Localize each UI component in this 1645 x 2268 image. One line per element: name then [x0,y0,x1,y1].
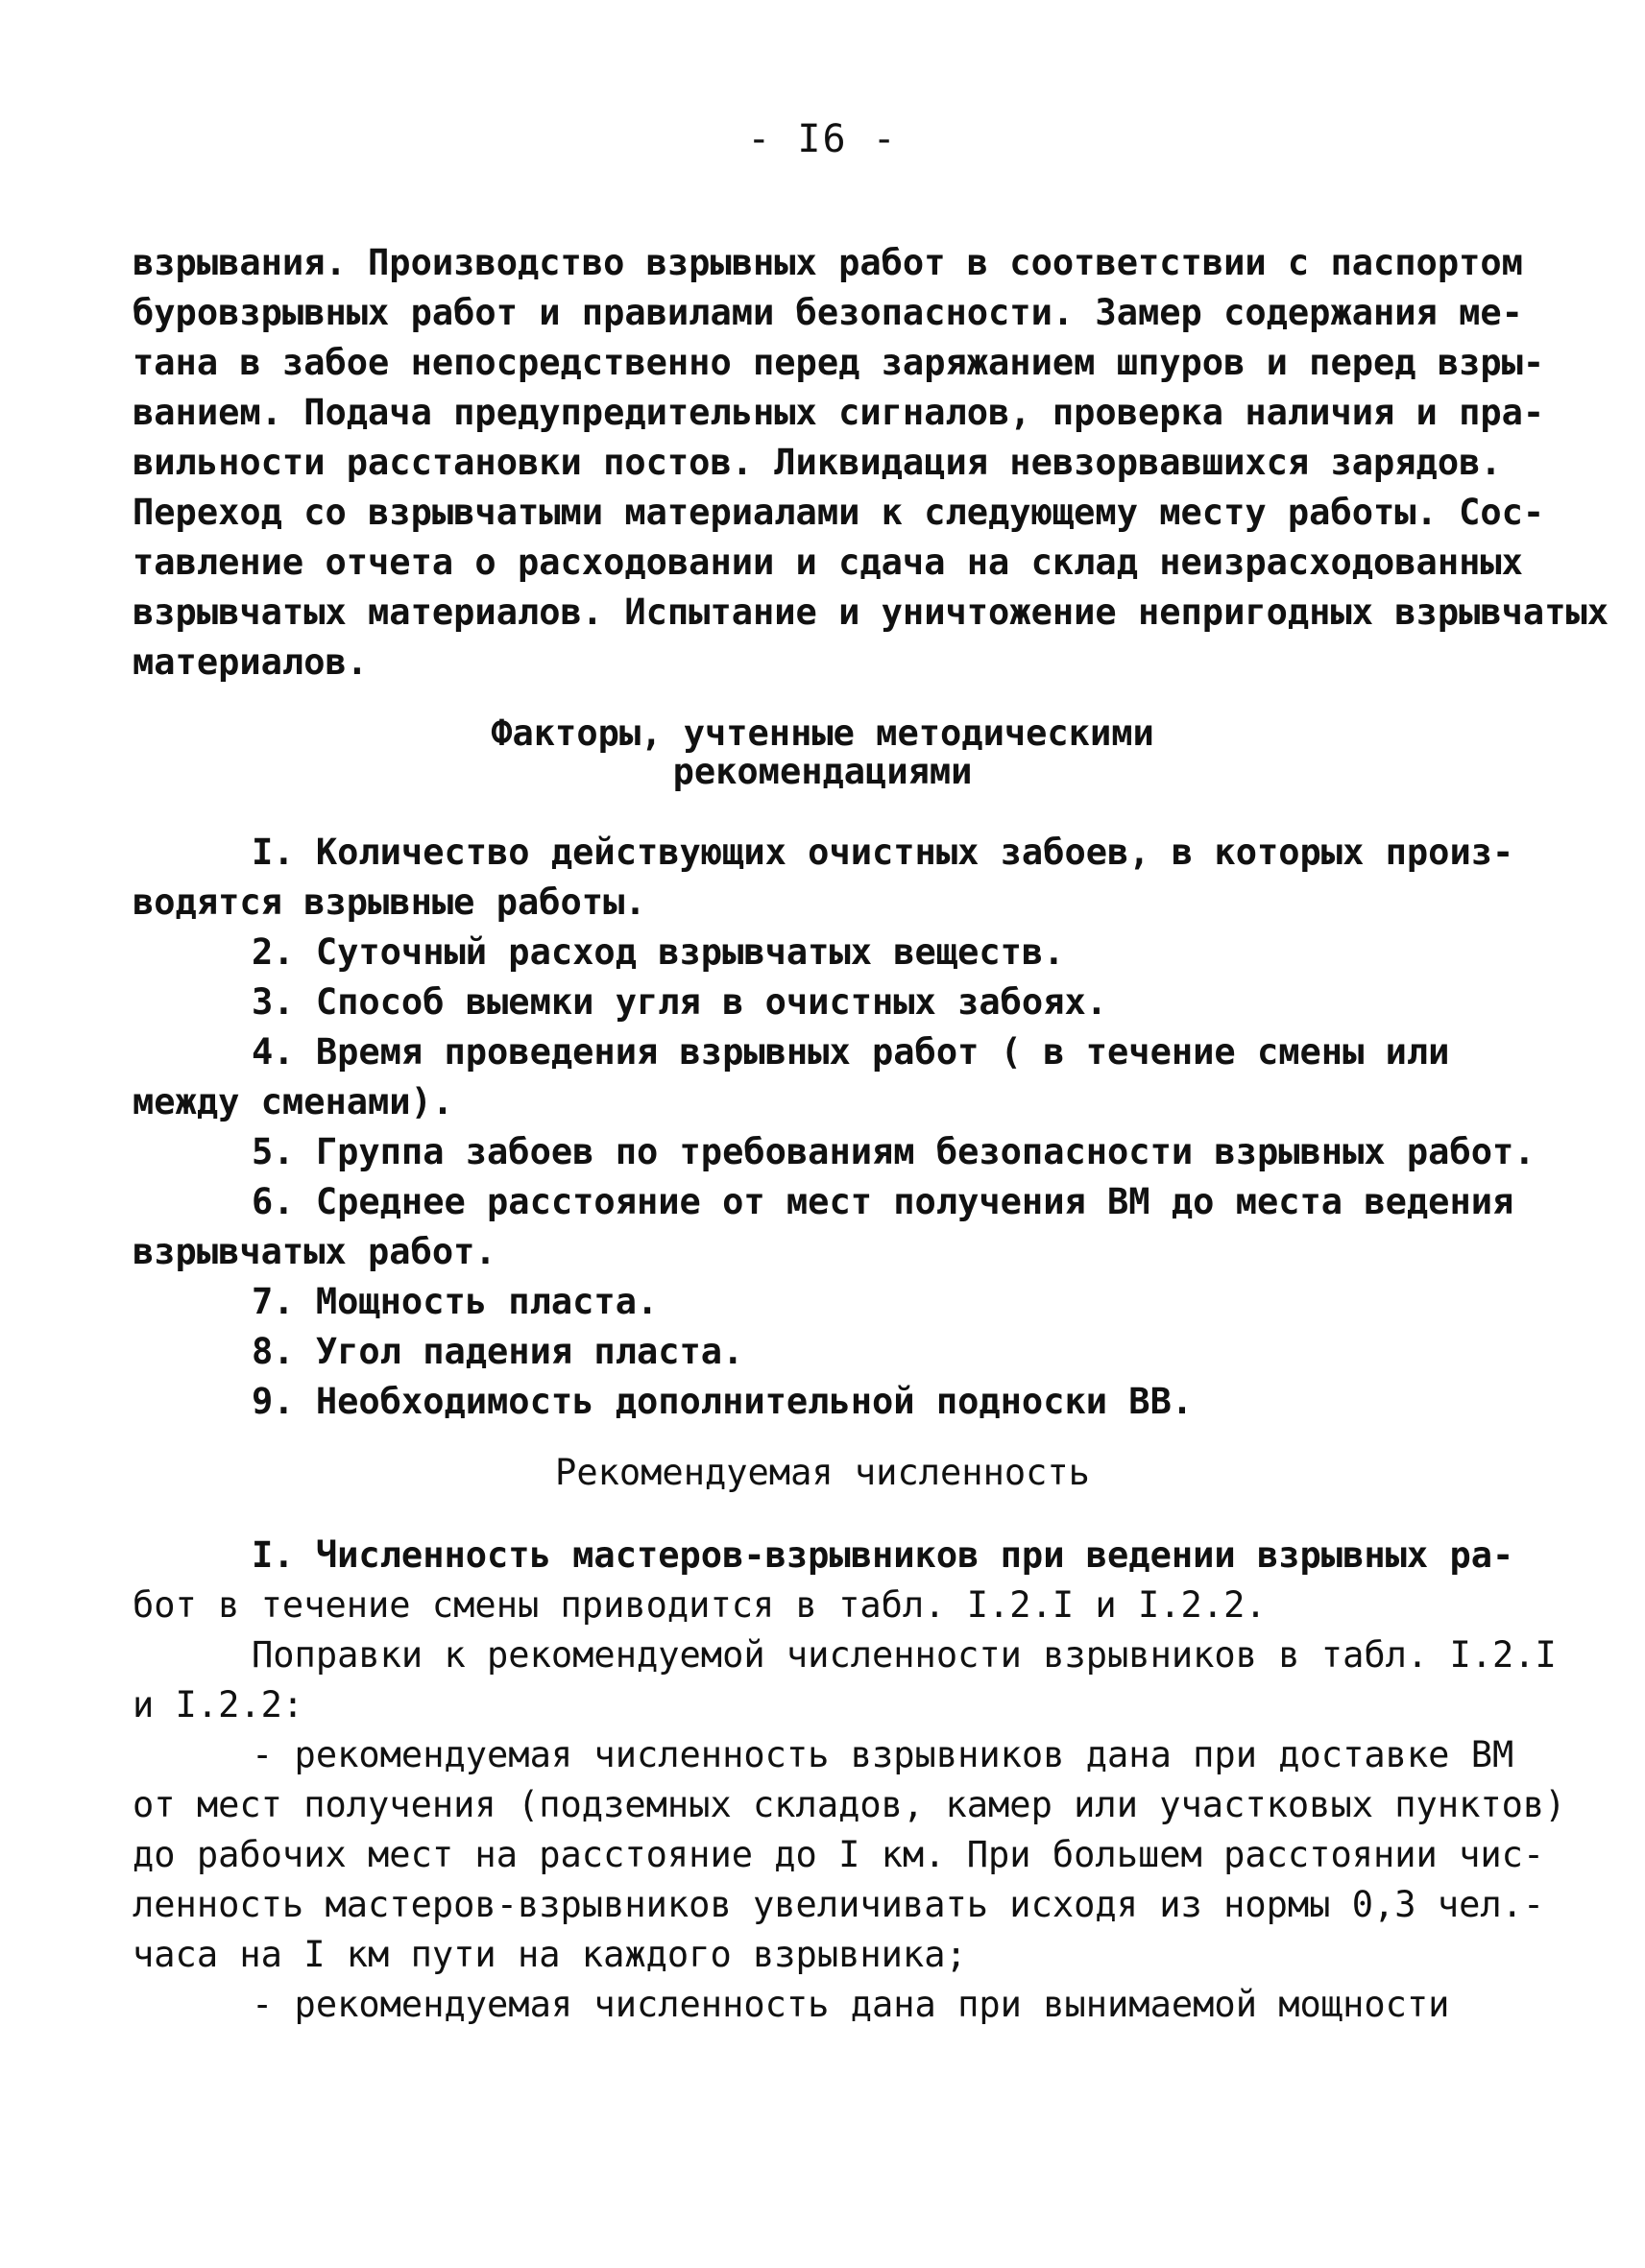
intro-line: взрывания. Производство взрывных работ в соответствии с паспортом [133,242,1523,283]
factor-item: 7. Мощность пласта. [252,1281,659,1322]
factor-item: 6. Среднее расстояние от мест получения ВМ до места ведения [252,1181,1514,1222]
factor-item: 8. Угол падения пласта. [252,1331,744,1372]
factor-item: 3. Способ выемки угля в очистных забоях. [252,981,1108,1023]
recommend-line: от мест получения (подземных складов, камер или участковых пунктов) [133,1784,1566,1825]
recommend-line: - рекомендуемая численность взрывников дана при доставке ВМ [252,1734,1514,1775]
intro-line: материалов. [133,641,369,683]
section-heading-factors: Факторы, учтенные методическими [491,712,1154,754]
factor-item: I. Количество действующих очистных забоев, в которых произ- [252,832,1514,873]
intro-line: вильности расстановки постов. Ликвидация невзорвавшихся зарядов. [133,442,1502,483]
factor-item: 9. Необходимость дополнительной подноски ВВ. [252,1381,1194,1422]
intro-line: буровзрывных работ и правилами безопасности. Замер содержания ме- [133,292,1523,333]
factor-item: 5. Группа забоев по требованиям безопасности взрывных работ. [252,1131,1536,1172]
section-heading-recommended: Рекомендуемая численность [555,1452,1090,1493]
recommend-line: ленность мастеров-взрывников увеличивать исходя из нормы 0,3 чел.- [133,1884,1545,1925]
intro-line: тавление отчета о расходовании и сдача на склад неизрасходованных [133,542,1523,583]
recommend-line: I. Численность мастеров-взрывников при ведении взрывных ра- [252,1534,1514,1576]
recommend-line: часа на I км пути на каждого взрывника; [133,1934,967,1975]
section-heading-factors-line2: рекомендациями [672,751,973,792]
recommend-line: - рекомендуемая численность дана при вынимаемой мощности [252,1984,1450,2025]
recommend-line: до рабочих мест на расстояние до I км. При большем расстоянии чис- [133,1834,1545,1875]
intro-line: Переход со взрывчатыми материалами к следующему месту работы. Сос- [133,492,1545,533]
recommend-line: Поправки к рекомендуемой численности взрывников в табл. I.2.I [252,1634,1557,1676]
factor-item-continuation: взрывчатых работ. [133,1231,496,1272]
intro-line: ванием. Подача предупредительных сигналов, проверка наличия и пра- [133,392,1545,433]
factor-item: 4. Время проведения взрывных работ ( в течение смены или [252,1031,1450,1073]
factor-item: 2. Суточный расход взрывчатых веществ. [252,931,1065,973]
intro-line: взрывчатых материалов. Испытание и уничтожение непригодных взрывчатых [133,591,1609,633]
page-number: - I6 - [747,117,898,161]
recommend-line: и I.2.2: [133,1684,304,1725]
factor-item-continuation: между сменами). [133,1081,454,1122]
factor-item-continuation: водятся взрывные работы. [133,881,646,923]
recommend-line: бот в течение смены приводится в табл. I.2.I и I.2.2. [133,1584,1267,1626]
intro-line: тана в забое непосредственно перед заряжанием шпуров и перед взры- [133,342,1545,383]
